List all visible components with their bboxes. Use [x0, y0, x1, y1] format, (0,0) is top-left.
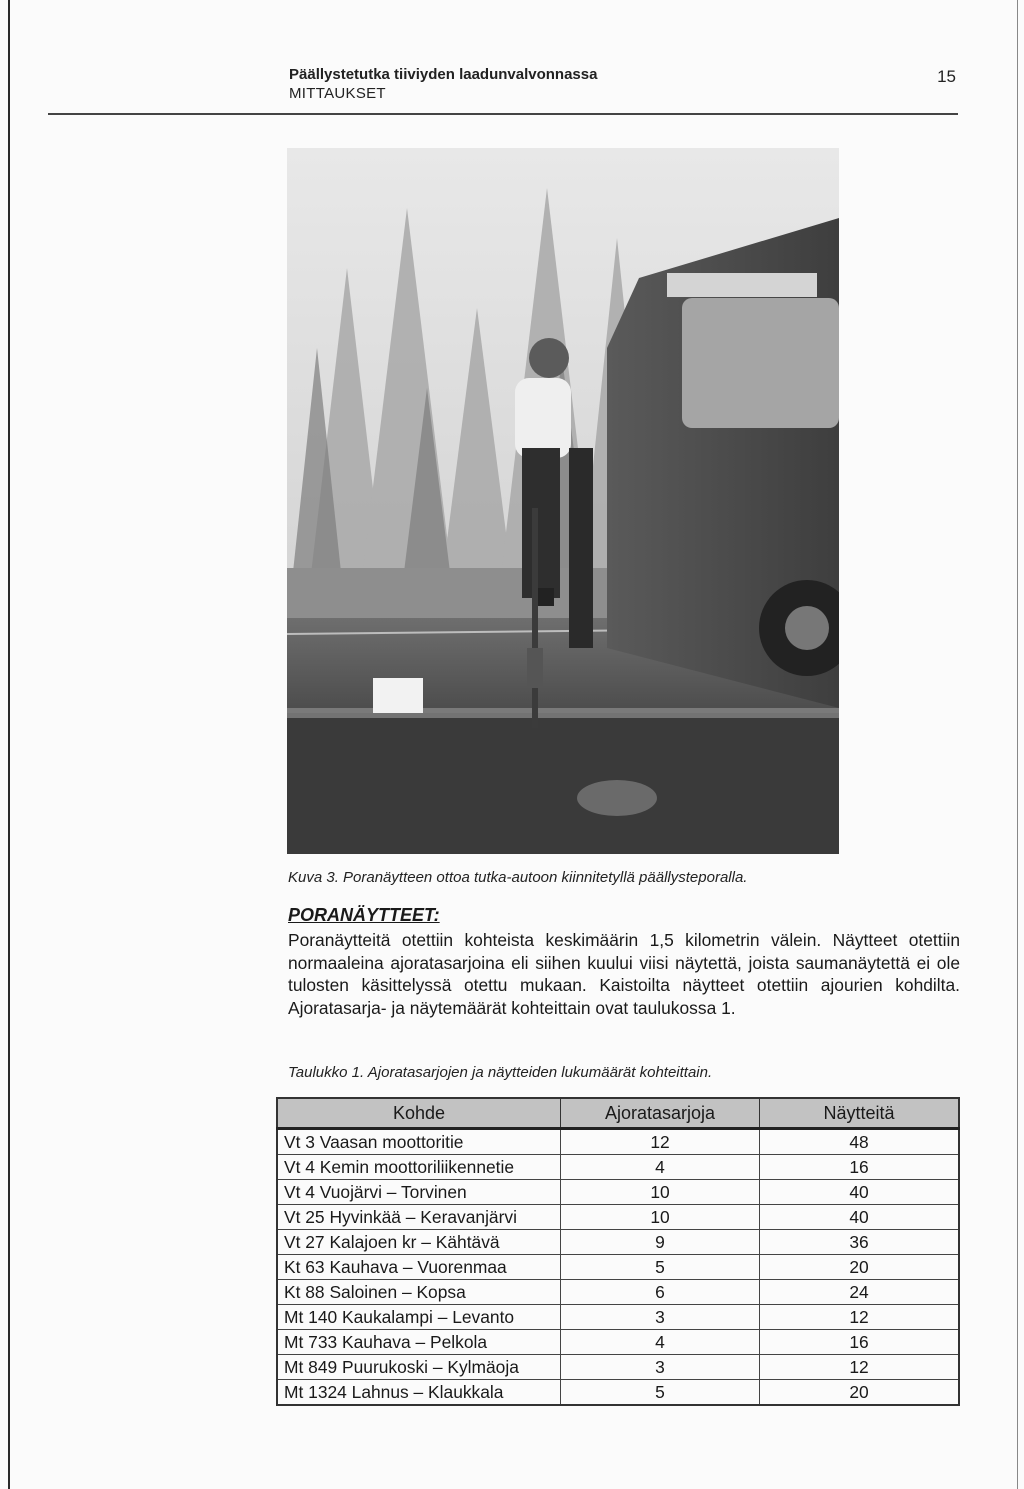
cell-kohde: Kt 88 Saloinen – Kopsa	[277, 1280, 561, 1305]
table-row	[277, 1330, 959, 1355]
page-edge-left	[8, 0, 10, 1489]
cell-naytteita: 12	[760, 1355, 960, 1380]
cell-ajoratasarjoja: 3	[561, 1355, 760, 1380]
data-table	[276, 1097, 960, 1406]
cell-ajoratasarjoja: 5	[561, 1255, 760, 1280]
cell-kohde: Vt 4 Vuojärvi – Torvinen	[277, 1180, 561, 1205]
cell-ajoratasarjoja: 5	[561, 1380, 760, 1406]
column-header-ajoratasarjoja: Ajoratasarjoja	[561, 1098, 760, 1129]
cell-naytteita: 20	[760, 1380, 960, 1406]
table-caption: Taulukko 1. Ajoratasarjojen ja näytteiden lukumäärät kohteittain.	[288, 1064, 713, 1081]
header-rule	[48, 113, 958, 115]
cell-ajoratasarjoja: 12	[561, 1129, 760, 1155]
section-body: Poranäytteitä otettiin kohteista keskimäärin 1,5 kilometrin välein. Näytteet otettiin normaaleina ajoratasarjoina eli siihen kuului viisi näytettä, joista saumanäytettä ei ole tulosten käsittelyssä otettu mukaan. Kaistoilta näytteet otettiin ajourien kohdilta. Ajoratasarja- ja näytemäärät kohteittain ovat taulukossa 1.	[288, 930, 960, 1018]
cell-naytteita: 40	[760, 1205, 960, 1230]
cell-naytteita: 24	[760, 1280, 960, 1305]
cell-naytteita: 12	[760, 1305, 960, 1330]
cell-ajoratasarjoja: 4	[561, 1155, 760, 1180]
table-row	[277, 1230, 959, 1255]
table-header-row	[277, 1098, 959, 1129]
cell-naytteita: 40	[760, 1180, 960, 1205]
figure-caption: Kuva 3. Poranäytteen ottoa tutka-autoon kiinnitetyllä päällysteporalla.	[288, 869, 748, 886]
table-row	[277, 1380, 959, 1406]
cell-kohde: Vt 3 Vaasan moottoritie	[277, 1129, 561, 1155]
column-header-kohde: Kohde	[277, 1098, 561, 1129]
cell-kohde: Vt 4 Kemin moottoriliikennetie	[277, 1155, 561, 1180]
cell-kohde: Vt 25 Hyvinkää – Keravanjärvi	[277, 1205, 561, 1230]
column-header-naytteita: Näytteitä	[760, 1098, 960, 1129]
cell-naytteita: 16	[760, 1155, 960, 1180]
cell-kohde: Kt 63 Kauhava – Vuorenmaa	[277, 1255, 561, 1280]
table-row	[277, 1280, 959, 1305]
header-title: Päällystetutka tiiviyden laadunvalvonnassa	[289, 66, 598, 83]
cell-ajoratasarjoja: 10	[561, 1180, 760, 1205]
cell-kohde: Mt 849 Puurukoski – Kylmäoja	[277, 1355, 561, 1380]
table-row	[277, 1129, 959, 1155]
section-heading: PORANÄYTTEET:	[288, 905, 440, 925]
cell-kohde: Mt 733 Kauhava – Pelkola	[277, 1330, 561, 1355]
figure-photo	[287, 148, 839, 854]
table-row	[277, 1205, 959, 1230]
page-edge-right	[1017, 0, 1018, 1489]
cell-naytteita: 20	[760, 1255, 960, 1280]
table-row	[277, 1155, 959, 1180]
page-number: 15	[937, 67, 956, 86]
cell-ajoratasarjoja: 6	[561, 1280, 760, 1305]
running-header	[289, 66, 959, 102]
cell-naytteita: 36	[760, 1230, 960, 1255]
table-row	[277, 1355, 959, 1380]
cell-ajoratasarjoja: 10	[561, 1205, 760, 1230]
cell-naytteita: 48	[760, 1129, 960, 1155]
cell-ajoratasarjoja: 9	[561, 1230, 760, 1255]
table-row	[277, 1255, 959, 1280]
cell-kohde: Mt 140 Kaukalampi – Levanto	[277, 1305, 561, 1330]
table-row	[277, 1305, 959, 1330]
cell-naytteita: 16	[760, 1330, 960, 1355]
cell-ajoratasarjoja: 3	[561, 1305, 760, 1330]
cell-ajoratasarjoja: 4	[561, 1330, 760, 1355]
cell-kohde: Vt 27 Kalajoen kr – Kähtävä	[277, 1230, 561, 1255]
header-section: MITTAUKSET	[289, 85, 386, 102]
table-row	[277, 1180, 959, 1205]
cell-kohde: Mt 1324 Lahnus – Klaukkala	[277, 1380, 561, 1406]
